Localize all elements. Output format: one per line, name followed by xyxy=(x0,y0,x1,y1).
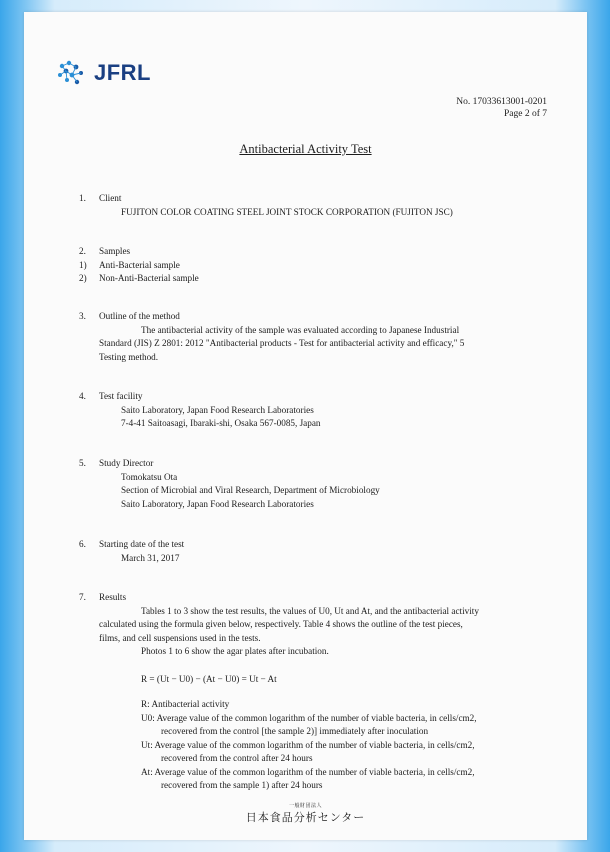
footer-small-text: 一般財団法人 xyxy=(288,803,322,809)
section-heading: Test facility xyxy=(99,391,143,401)
section-heading: Outline of the method xyxy=(99,311,180,321)
section-start-date xyxy=(79,538,184,565)
definition-ut: Ut: Average value of the common logarithm of the number of viable bacteria, in cells/cm2, xyxy=(141,739,475,750)
definition-r: R: Antibacterial activity xyxy=(141,699,230,709)
results-text: Tables 1 to 3 show the test results, the values of U0, Ut and At, and the antibacterial activity xyxy=(141,605,479,616)
director-section: Section of Microbial and Viral Research, Department of Microbiology xyxy=(121,485,380,495)
section-outline xyxy=(79,310,464,364)
section-number: 3. xyxy=(79,311,86,321)
client-name: FUJITON COLOR COATING STEEL JOINT STOCK CORPORATION (FUJITON JSC) xyxy=(121,206,453,217)
document-page xyxy=(24,12,587,840)
section-number: 7. xyxy=(79,592,86,602)
jfrl-logo-mark-icon xyxy=(56,58,90,88)
list-item: 2) Non-Anti-Bacterial sample xyxy=(79,273,199,283)
definition-u0-cont: recovered from the control [the sample 2)] immediately after inoculation xyxy=(161,726,429,736)
director-name: Tomokatsu Ota xyxy=(121,471,178,482)
section-number: 2. xyxy=(79,246,86,256)
outline-text: Standard (JIS) Z 2801: 2012 "Antibacterial products - Test for antibacterial activity and efficacy," 5 xyxy=(99,338,465,348)
section-results xyxy=(79,591,479,793)
section-heading: Results xyxy=(99,592,127,602)
page-number: Page 2 of 7 xyxy=(503,109,547,119)
document-number-block xyxy=(456,96,547,120)
facility-name: Saito Laboratory, Japan Food Research Laboratories xyxy=(121,404,314,415)
section-facility xyxy=(79,390,321,431)
outline-text: The antibacterial activity of the sample was evaluated according to Japanese Industrial xyxy=(141,324,460,335)
facility-address: 7-4-41 Saitoasagi, Ibaraki-shi, Osaka 567-0085, Japan xyxy=(121,418,321,428)
results-text: films, and cell suspensions used in the tests. xyxy=(99,632,261,643)
definition-at-cont: recovered from the sample 1) after 24 hours xyxy=(161,780,323,790)
outline-text: Testing method. xyxy=(99,351,159,362)
start-date: March 31, 2017 xyxy=(121,552,180,563)
section-number: 6. xyxy=(79,539,86,549)
section-director xyxy=(79,457,380,511)
section-number: 1. xyxy=(79,193,86,203)
section-samples xyxy=(79,245,199,286)
page-title: Antibacterial Activity Test xyxy=(239,142,372,156)
section-heading: Client xyxy=(99,193,122,203)
section-heading: Starting date of the test xyxy=(99,539,185,549)
definition-at: At: Average value of the common logarithm of the number of viable bacteria, in cells/cm2, xyxy=(141,766,475,777)
footer-organization-logo xyxy=(24,802,587,825)
definition-u0: U0: Average value of the common logarithm of the number of viable bacteria, in cells/cm2, xyxy=(141,712,477,723)
section-number: 4. xyxy=(79,391,86,401)
jfrl-logo xyxy=(56,58,151,88)
document-number: No. 17033613001-0201 xyxy=(456,97,547,107)
section-heading: Samples xyxy=(99,246,131,256)
list-item: 1) Anti-Bacterial sample xyxy=(79,259,180,270)
results-text: Photos 1 to 6 show the agar plates after incubation. xyxy=(141,646,329,656)
definition-ut-cont: recovered from the control after 24 hours xyxy=(161,753,313,763)
footer-organization-name: 日本食品分析センター xyxy=(245,811,366,824)
director-lab: Saito Laboratory, Japan Food Research Laboratories xyxy=(121,498,314,509)
results-text: calculated using the formula given below, respectively. Table 4 shows the outline of the test pieces, xyxy=(99,619,463,629)
section-number: 5. xyxy=(79,458,86,468)
logo-text: JFRL xyxy=(94,60,151,85)
section-client xyxy=(79,192,453,219)
section-heading: Study Director xyxy=(99,458,154,468)
formula: R = (Ut − U0) − (At − U0) = Ut − At xyxy=(141,673,277,684)
